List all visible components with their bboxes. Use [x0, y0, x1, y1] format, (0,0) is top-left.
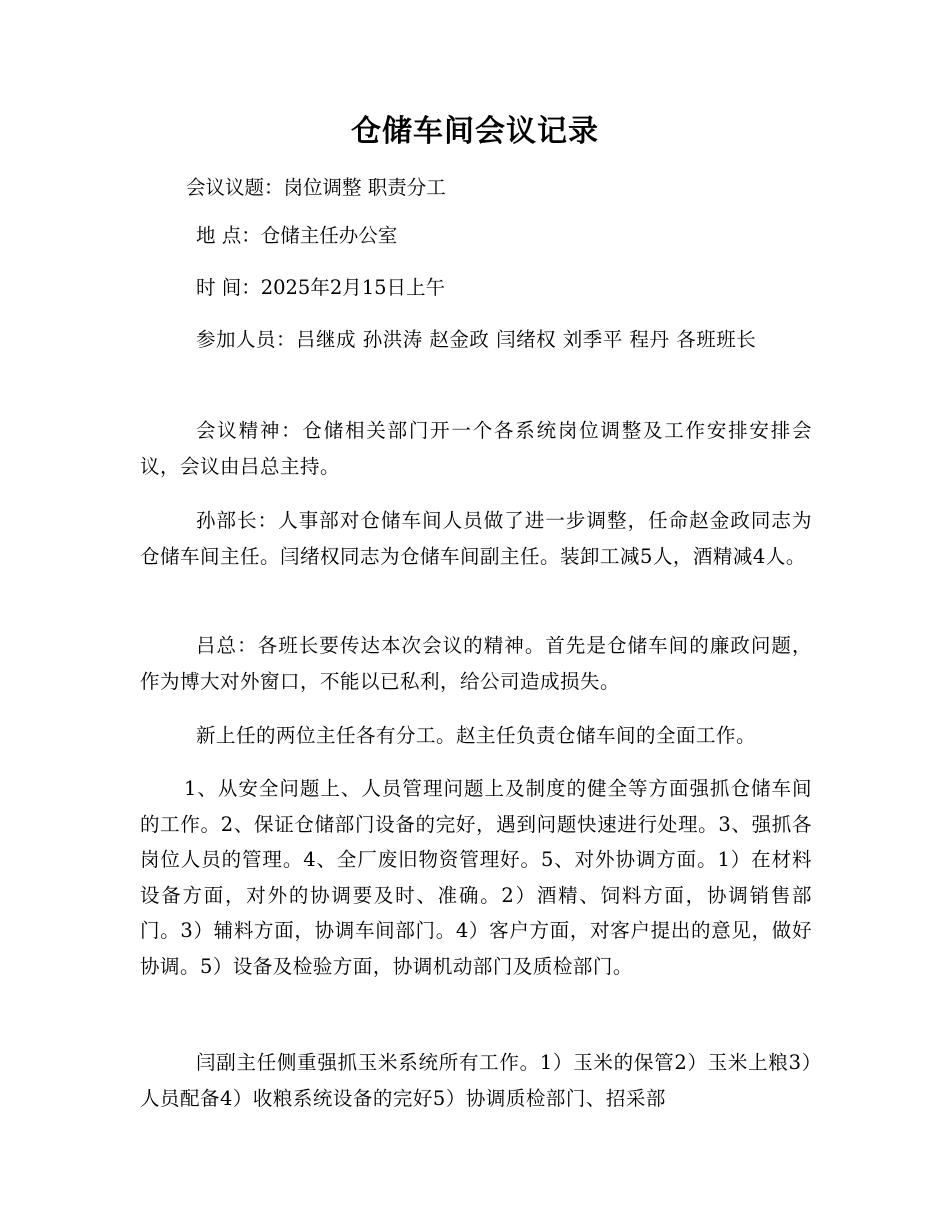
paragraph-meeting-spirit: 会议精神：仓储相关部门开一个各系统岗位调整及工作安排安排会议，会议由吕总主持。 — [140, 419, 812, 478]
meeting-attendees: 参加人员：吕继成 孙洪涛 赵金政 闫绪权 刘季平 程丹 各班班长 — [196, 328, 757, 351]
paragraph-zhao-duties: 1、从安全问题上、人员管理问题上及制度的健全等方面强抓仓储车间的工作。2、保证仓储部门设备的完好，遇到问题快速进行处理。3、强抓各岗位人员的管理。4、全厂废旧物资管理好。5、对外协调方面。1）在材料设备方面，对外的协调要及时、准确。2）酒精、饲料方面，协调销售部门。3）辅料方面，协调车间部门。4）客户方面，对客户提出的意见，做好协调。5）设备及检验方面，协调机动部门及质检部门。 — [140, 777, 812, 978]
paragraph-lv-remarks: 吕总：各班长要传达本次会议的精神。首先是仓储车间的廉政问题，作为博大对外窗口，不能以已私利，给公司造成损失。 — [140, 634, 812, 693]
meeting-location: 地 点：仓储主任办公室 — [196, 224, 398, 247]
paragraph-sun-remarks: 孙部长：人事部对仓储车间人员做了进一步调整，任命赵金政同志为仓储车间主任。闫绪权同志为仓储车间副主任。装卸工减5人，酒精减4人。 — [140, 509, 812, 568]
paragraph-yan-duties: 闫副主任侧重强抓玉米系统所有工作。1）玉米的保管2）玉米上粮3）人员配备4）收粮系统设备的完好5）协调质检部门、招采部 — [140, 1051, 812, 1110]
paragraph-division-of-work: 新上任的两位主任各有分工。赵主任负责仓储车间的全面工作。 — [196, 724, 757, 747]
document-title: 仓储车间会议记录 — [351, 114, 599, 149]
meeting-topic: 会议议题：岗位调整 职责分工 — [186, 176, 446, 199]
meeting-time: 时 间：2025年2月15日上午 — [196, 276, 446, 299]
